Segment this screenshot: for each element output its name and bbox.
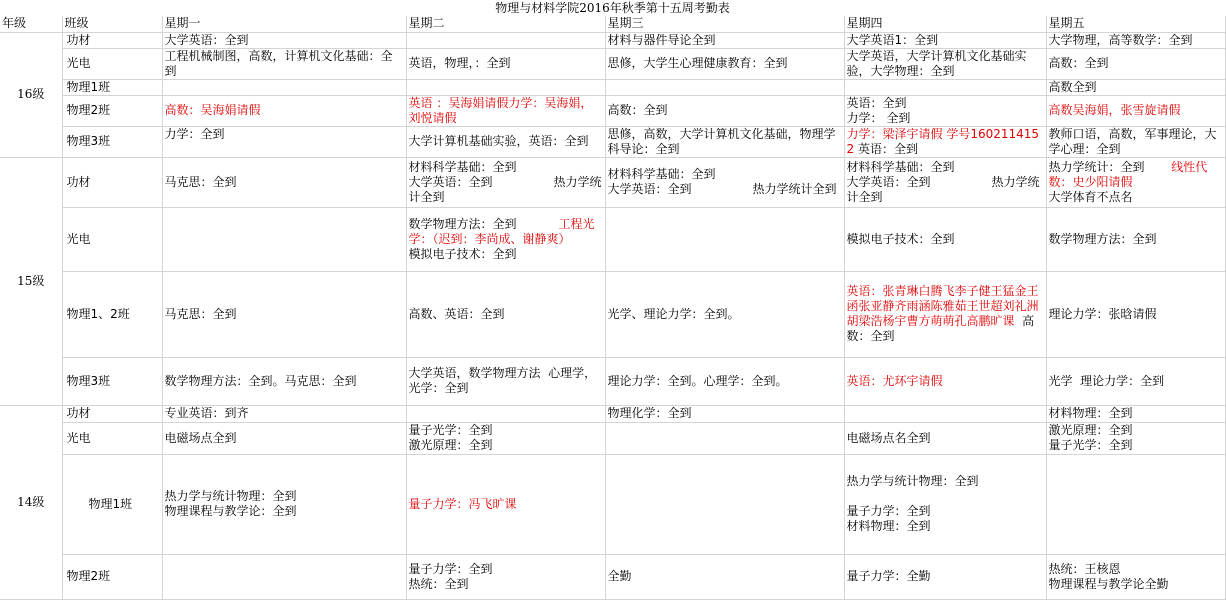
absence-note: 线性代数：史少阳请假 bbox=[1048, 159, 1208, 189]
table-row bbox=[0, 157, 1225, 207]
class-cell: 功材 bbox=[62, 32, 162, 48]
class-cell: 物理3班 bbox=[62, 126, 162, 157]
header-monday: 星期一 bbox=[162, 16, 406, 32]
grade-14: 14级 bbox=[0, 405, 62, 599]
friday-cell: 理论力学：张晗请假 bbox=[1046, 271, 1225, 357]
table-row bbox=[0, 405, 1225, 422]
table-row bbox=[0, 95, 1225, 126]
wednesday-cell bbox=[605, 79, 844, 95]
wednesday-cell: 材料与器件导论全到 bbox=[605, 32, 844, 48]
class-cell: 物理3班 bbox=[62, 357, 162, 405]
friday-cell: 材料物理：全到 bbox=[1046, 405, 1225, 422]
attendance-note: 大学体育不点名 bbox=[1048, 189, 1133, 204]
table-row bbox=[0, 454, 1225, 554]
friday-cell: 数学物理方法：全到 bbox=[1046, 207, 1225, 271]
class-cell: 物理1班 bbox=[62, 79, 162, 95]
monday-cell: 马克思：全到 bbox=[162, 271, 406, 357]
table-row bbox=[0, 271, 1225, 357]
tuesday-cell: 大学计算机基础实验，英语：全到 bbox=[406, 126, 605, 157]
tuesday-cell: 量子力学：全到 热统：全到 bbox=[406, 554, 605, 599]
absence-note: 工程光学：（迟到：李尚成、谢静爽） bbox=[408, 216, 595, 246]
monday-cell bbox=[162, 79, 406, 95]
friday-cell: 教师口语，高数，军事理论，大学心理：全到 bbox=[1046, 126, 1225, 157]
thursday-cell bbox=[844, 405, 1046, 422]
sheet-title: 物理与材料学院2016年秋季第十五周考勤表 bbox=[495, 1, 730, 15]
attendance-note: 高数：全到 bbox=[846, 314, 1035, 343]
monday-cell: 数学物理方法：全到。马克思：全到 bbox=[162, 357, 406, 405]
class-cell: 光电 bbox=[62, 422, 162, 454]
wednesday-cell bbox=[605, 422, 844, 454]
monday-cell: 高数：吴海娟请假 bbox=[162, 95, 406, 126]
thursday-cell bbox=[844, 79, 1046, 95]
header-wednesday: 星期三 bbox=[605, 16, 844, 32]
header-row bbox=[0, 16, 1225, 32]
table-row bbox=[0, 48, 1225, 79]
grade-15: 15级 bbox=[0, 157, 62, 405]
header-tuesday: 星期二 bbox=[406, 16, 605, 32]
tuesday-cell bbox=[406, 79, 605, 95]
tuesday-cell: 量子力学：冯飞旷课 bbox=[406, 454, 605, 554]
wednesday-cell: 物理化学：全到 bbox=[605, 405, 844, 422]
tuesday-cell: 高数、英语：全到 bbox=[406, 271, 605, 357]
class-cell: 功材 bbox=[62, 405, 162, 422]
friday-cell: 大学物理，高等数学：全到 bbox=[1046, 32, 1225, 48]
wednesday-cell: 高数：全到 bbox=[605, 95, 844, 126]
friday-cell: 光学 理论力学：全到 bbox=[1046, 357, 1225, 405]
table-row bbox=[0, 422, 1225, 454]
monday-cell: 工程机械制图，高数，计算机文化基础：全到 bbox=[162, 48, 406, 79]
class-cell: 物理1班 bbox=[62, 454, 162, 554]
tuesday-cell bbox=[406, 207, 613, 271]
table-row bbox=[0, 207, 1225, 271]
monday-cell: 力学：全到 bbox=[162, 126, 406, 157]
tuesday-cell: 英语，物理，：全到 bbox=[406, 48, 605, 79]
table-row bbox=[0, 126, 1225, 157]
class-cell: 物理1、2班 bbox=[62, 271, 162, 357]
monday-cell: 热力学与统计物理：全到 物理课程与教学论：全到 bbox=[162, 454, 406, 554]
wednesday-cell: 光学、理论力学：全到。 bbox=[605, 271, 844, 357]
friday-cell: 高数全到 bbox=[1046, 79, 1225, 95]
tuesday-cell bbox=[406, 32, 605, 48]
tuesday-cell: 大学英语，数学物理方法 心理学，光学：全到 bbox=[406, 357, 605, 405]
thursday-cell: 热力学与统计物理：全到 量子力学：全到 材料物理：全到 bbox=[844, 454, 1046, 554]
thursday-cell: 量子力学：全勤 bbox=[844, 554, 1046, 599]
header-grade: 年级 bbox=[0, 16, 62, 32]
header-thursday: 星期四 bbox=[844, 16, 1046, 32]
friday-cell: 热统：王核恩 物理课程与教学论全勤 bbox=[1046, 554, 1225, 599]
thursday-cell: 模拟电子技术：全到 bbox=[844, 207, 1046, 271]
friday-cell bbox=[1046, 157, 1225, 207]
table-row bbox=[0, 357, 1225, 405]
class-cell: 光电 bbox=[62, 207, 162, 271]
thursday-cell bbox=[844, 126, 1046, 157]
class-cell: 光电 bbox=[62, 48, 162, 79]
thursday-cell bbox=[844, 271, 1046, 357]
friday-cell: 高数吴海娟，张雪旋请假 bbox=[1046, 95, 1225, 126]
table-row bbox=[0, 79, 1225, 95]
thursday-cell: 大学英语，大学计算机文化基础实验，大学物理：全到 bbox=[844, 48, 1046, 79]
table-row bbox=[0, 554, 1225, 599]
class-cell: 物理2班 bbox=[62, 554, 162, 599]
wednesday-cell: 思修，高数，大学计算机文化基础，物理学科导论：全到 bbox=[605, 126, 844, 157]
header-friday: 星期五 bbox=[1046, 16, 1225, 32]
absence-note: 英语：张青琳白腾飞李子健王猛金王函张亚静齐雨涵陈雅茹王世超刘礼洲胡梁浩杨宇曹方萌萌孔高鹏旷课 bbox=[846, 284, 1039, 328]
attendance-note: 模拟电子技术：全到 bbox=[408, 231, 613, 261]
class-cell: 功材 bbox=[62, 157, 162, 207]
monday-cell: 马克思：全到 bbox=[162, 157, 406, 207]
friday-cell bbox=[1046, 454, 1225, 554]
monday-cell: 大学英语：全到 bbox=[162, 32, 406, 48]
grade-16: 16级 bbox=[0, 32, 62, 157]
thursday-cell: 电磁场点名全到 bbox=[844, 422, 1046, 454]
wednesday-cell bbox=[605, 454, 844, 554]
thursday-cell: 英语：尤环宇请假 bbox=[844, 357, 1046, 405]
attendance-note: 数学物理方法：全到 bbox=[408, 216, 559, 231]
wednesday-cell: 全勤 bbox=[605, 554, 844, 599]
wednesday-cell: 思修，大学生心理健康教育：全到 bbox=[605, 48, 844, 79]
tuesday-cell: 英语 ：吴海娟请假力学：吴海娟，刘悦请假 bbox=[406, 95, 605, 126]
wednesday-cell bbox=[605, 207, 844, 271]
attendance-note: 热力学统计：全到 bbox=[1048, 159, 1172, 174]
thursday-cell: 大学英语1：全到 bbox=[844, 32, 1046, 48]
monday-cell: 专业英语：到齐 bbox=[162, 405, 406, 422]
monday-cell bbox=[162, 207, 406, 271]
tuesday-cell: 量子光学：全到 激光原理：全到 bbox=[406, 422, 605, 454]
thursday-cell: 英语：全到 力学： 全到 bbox=[844, 95, 1046, 126]
absence-note: 力学：梁泽宇请假 学号1602114152 bbox=[846, 126, 1040, 156]
attendance-table bbox=[0, 16, 1226, 600]
class-cell: 物理2班 bbox=[62, 95, 162, 126]
table-row bbox=[0, 32, 1225, 48]
attendance-note: 英语：全到 bbox=[854, 141, 918, 156]
monday-cell bbox=[162, 554, 406, 599]
wednesday-cell: 理论力学：全到。心理学：全到。 bbox=[605, 357, 844, 405]
tuesday-cell bbox=[406, 405, 605, 422]
header-class: 班级 bbox=[62, 16, 162, 32]
thursday-cell: 材料科学基础：全到 大学英语：全到 热力学统计全到 bbox=[844, 157, 1046, 207]
monday-cell: 电磁场点全到 bbox=[162, 422, 406, 454]
tuesday-cell: 材料科学基础：全到 大学英语：全到 热力学统计全到 bbox=[406, 157, 605, 207]
wednesday-cell: 材料科学基础：全到 大学英语：全到 热力学统计全到 bbox=[605, 157, 844, 207]
friday-cell: 激光原理：全到 量子光学：全到 bbox=[1046, 422, 1225, 454]
friday-cell: 高数：全到 bbox=[1046, 48, 1225, 79]
